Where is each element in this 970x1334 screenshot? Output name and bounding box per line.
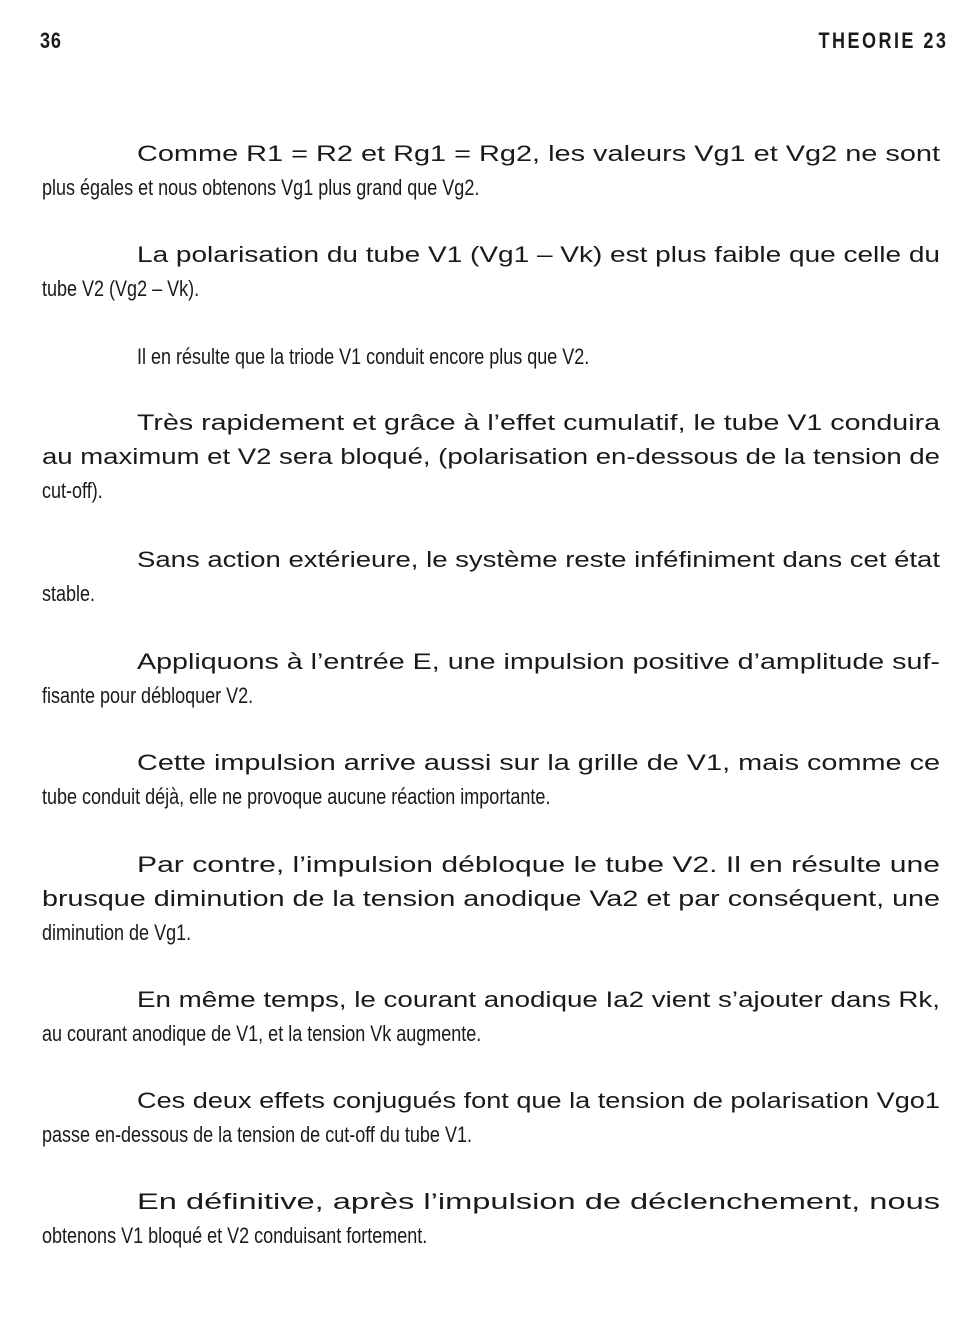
- line-text: Cette impulsion arrive aussi sur la grille de V1, mais comme ce: [137, 750, 941, 775]
- text-line: [42, 848, 942, 882]
- text-line: [42, 340, 942, 374]
- paragraph: [42, 137, 942, 205]
- line-text: Appliquons à l’entrée E, une impulsion positive d’amplitude suf-: [137, 649, 940, 674]
- paragraph: [42, 406, 942, 508]
- text-line: [42, 645, 942, 679]
- text-line: [42, 1084, 942, 1118]
- text-line: [42, 272, 942, 306]
- line-text: au courant anodique de V1, et la tension Vk augmente.: [42, 1021, 482, 1046]
- line-text: brusque diminution de la tension anodique Va2 et par conséquent, une: [42, 886, 940, 911]
- text-line: [42, 679, 942, 713]
- text-line: [42, 171, 942, 205]
- line-text: Très rapidement et grâce à l’effet cumulatif, le tube V1 conduira: [137, 410, 941, 435]
- line-text: obtenons V1 bloqué et V2 conduisant fortement.: [42, 1223, 428, 1248]
- line-text: Ces deux effets conjugués font que la tension de polarisation Vgo1: [137, 1088, 940, 1113]
- section-title-wrap: [818, 28, 948, 58]
- paragraph: [42, 983, 942, 1051]
- text-line: [42, 474, 942, 508]
- line-text: Il en résulte que la triode V1 conduit encore plus que V2.: [137, 344, 590, 369]
- line-text: fisante pour débloquer V2.: [42, 683, 254, 708]
- text-line: [42, 238, 942, 272]
- text-line: [42, 1017, 942, 1051]
- text-line: [42, 440, 942, 474]
- text-line: [42, 882, 942, 916]
- line-text: passe en-dessous de la tension de cut-off du tube V1.: [42, 1122, 472, 1147]
- text-line: [42, 780, 942, 814]
- line-text: cut-off).: [42, 478, 103, 503]
- text-line: [42, 577, 942, 611]
- text-line: [42, 406, 942, 440]
- line-text: En même temps, le courant anodique Ia2 vient s’ajouter dans Rk,: [137, 987, 940, 1012]
- text-line: [42, 1118, 942, 1152]
- line-text: Par contre, l’impulsion débloque le tube V2. Il en résulte une: [137, 852, 941, 877]
- paragraph: [42, 848, 942, 950]
- line-text: Comme R1 = R2 et Rg1 = Rg2, les valeurs Vg1 et Vg2 ne sont: [137, 141, 941, 166]
- text-line: [42, 1219, 942, 1253]
- paragraph: [42, 746, 942, 814]
- paragraph: [42, 645, 942, 713]
- text-line: [42, 1185, 942, 1219]
- line-text: stable.: [42, 581, 96, 606]
- line-text: diminution de Vg1.: [42, 920, 192, 945]
- line-text: tube V2 (Vg2 – Vk).: [42, 276, 200, 301]
- text-line: [42, 983, 942, 1017]
- paragraph: [42, 1185, 942, 1253]
- text-line: [42, 137, 942, 171]
- line-text: tube conduit déjà, elle ne provoque aucune réaction importante.: [42, 784, 551, 809]
- line-text: plus égales et nous obtenons Vg1 plus grand que Vg2.: [42, 175, 480, 200]
- line-text: Sans action extérieure, le système reste inféfiniment dans cet état: [137, 547, 941, 572]
- text-line: [42, 916, 942, 950]
- section-title: THEORIE 23: [818, 28, 948, 53]
- line-text: au maximum et V2 sera bloqué, (polarisation en-dessous de la tension de: [42, 444, 940, 469]
- page-number: 36: [40, 28, 62, 53]
- running-head: [40, 28, 785, 58]
- text-line: [42, 746, 942, 780]
- paragraph: [42, 1084, 942, 1152]
- text-line: [42, 543, 942, 577]
- paragraph: [42, 340, 942, 374]
- line-text: En définitive, après l’impulsion de déclenchement, nous: [137, 1189, 941, 1214]
- paragraph: [42, 238, 942, 306]
- line-text: La polarisation du tube V1 (Vg1 – Vk) est plus faible que celle du: [137, 242, 940, 267]
- paragraph: [42, 543, 942, 611]
